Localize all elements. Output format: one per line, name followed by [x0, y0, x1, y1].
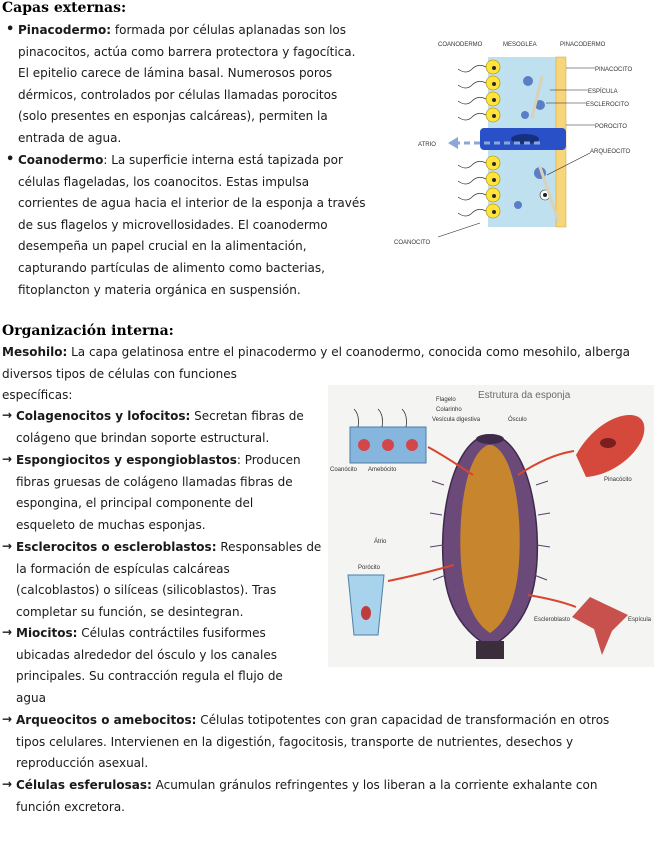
- text-line: la formación de espículas calcáreas: [16, 561, 230, 576]
- text-line: pinacocitos, actúa como barrera protectora y fagocítica.: [18, 44, 356, 59]
- label-colarinho: Colarinho: [436, 407, 462, 413]
- text-line: agua: [16, 690, 46, 705]
- label-coanodermo: COANODERMO: [438, 42, 483, 48]
- label-escleroblasto: Escleroblasto: [534, 617, 571, 623]
- text-line: El epitelio carece de lámina basal. Numerosos poros: [18, 66, 333, 81]
- text-line: esqueleto de muchas esponjas.: [16, 517, 206, 532]
- bullet-icon: •: [6, 152, 15, 167]
- label-flagelo: Flagelo: [436, 397, 456, 403]
- text-line: corrientes de agua hacia el interior de la esponja a través: [18, 196, 366, 211]
- espongiocitos-paragraph: [16, 450, 326, 536]
- text-line: Acumulan gránulos refringentes y los liberan a la corriente exhalante con: [151, 778, 598, 792]
- text-line: dérmicos, controlados por células llamadas porocitos: [18, 87, 338, 102]
- text-line: entrada de agua.: [18, 130, 122, 145]
- section-title-organizacion-interna: Organización interna:: [2, 323, 174, 339]
- label-coanocito: COANOCITO: [394, 240, 431, 246]
- osculum: [476, 434, 504, 444]
- arqueocitos-term: Arqueocitos o amebocitos:: [16, 713, 197, 727]
- label-pinacocito: Pinacócito: [604, 477, 632, 483]
- label-amebocito: Amebócito: [368, 467, 397, 473]
- label-porocito: Porócito: [358, 565, 381, 571]
- esferulosas-term: Células esferulosas:: [16, 778, 152, 792]
- label-osculo: Ósculo: [508, 417, 527, 423]
- label-espicula: Espícula: [628, 617, 652, 623]
- text-line: función excretora.: [16, 799, 125, 814]
- text-line: específicas:: [2, 388, 73, 403]
- arrow-icon: →: [2, 777, 13, 791]
- text-line: desempeña un papel crucial en la alimentación,: [18, 239, 307, 254]
- text-line: de sus flagelos y microvellosidades. El coanodermo: [18, 217, 328, 232]
- text-line: colágeno que brindan soporte estructural.: [16, 430, 270, 445]
- text-line: completar su función, se desintegran.: [16, 604, 244, 619]
- text-line: Responsables de: [216, 540, 322, 554]
- text-line: La capa gelatinosa entre el pinacodermo y el coanodermo, conocida como mesohilo, alberga: [67, 345, 631, 359]
- arrow-icon: →: [2, 539, 13, 553]
- label-coanocito: Coanócito: [330, 467, 358, 473]
- text-line: : La superficie interna está tapizada por: [103, 153, 343, 167]
- pinacodermo-paragraph: [18, 20, 388, 150]
- text-line: ubicadas alrededor del ósculo y los canales: [16, 647, 277, 662]
- arrow-icon: →: [2, 625, 13, 639]
- text-line: fitoplancton y materia orgánica en suspensión.: [18, 282, 301, 297]
- text-line: Células contráctiles fusiformes: [77, 626, 266, 640]
- text-line: Células totipotentes con gran capacidad de transformación en otros: [196, 713, 610, 727]
- esclerocitos-term: Esclerocitos o escleroblastos:: [16, 540, 217, 554]
- esferulosas-paragraph: [16, 775, 652, 818]
- miocitos-paragraph: [16, 623, 326, 709]
- label-esclerocito: ESCLEROCITO: [586, 102, 629, 108]
- text-line: (solo presentes en esponjas calcáreas), permiten la: [18, 109, 328, 124]
- arrow-icon: →: [2, 452, 13, 466]
- label-porocito: POROCITO: [595, 124, 627, 130]
- text-line: células flageladas, los coanocitos. Estas impulsa: [18, 174, 310, 189]
- sponge-wall-diagram: [390, 35, 652, 260]
- arrow-icon: →: [2, 712, 13, 726]
- esclerocitos-paragraph: [16, 537, 326, 623]
- colagenocitos-term: Colagenocitos y lofocitos:: [16, 409, 191, 423]
- colagenocitos-paragraph: [16, 406, 326, 449]
- text-line: capturando partículas de alimento como bacterias,: [18, 260, 325, 275]
- section-title-capas-externas: Capas externas:: [2, 0, 127, 16]
- porocyte-cell: [348, 575, 384, 635]
- text-line: reproducción asexual.: [16, 756, 149, 771]
- sponge-base: [476, 641, 504, 659]
- text-line: (calcoblastos) o silíceas (silicoblastos). Tras: [16, 583, 277, 598]
- label-atrio: Átrio: [374, 539, 387, 545]
- pinacodermo-term: Pinacodermo:: [18, 23, 112, 37]
- bullet-icon: •: [6, 22, 15, 37]
- illustration-title: Estrutura da esponja: [478, 390, 571, 401]
- text-line: Secretan fibras de: [190, 409, 304, 423]
- label-pinacocito: PINACOCITO: [595, 67, 633, 73]
- text-line: formada por células aplanadas son los: [111, 23, 347, 37]
- miocitos-term: Miocitos:: [16, 626, 78, 640]
- text-line: : Producen: [236, 453, 301, 467]
- sponge-structure-illustration: [328, 385, 654, 667]
- label-vesicula-digestiva: Vesícula digestiva: [432, 417, 481, 423]
- text-line: fibras gruesas de colágeno llamadas fibras de: [16, 474, 293, 489]
- coanodermo-term: Coanodermo: [18, 153, 104, 167]
- label-mesoglea: MESOGLEA: [503, 42, 537, 48]
- coanodermo-paragraph: [18, 150, 388, 301]
- text-line: principales. Su contracción regula el flujo de: [16, 669, 283, 684]
- label-arqueocito: ARQUEOCITO: [590, 149, 631, 155]
- text-line: espongina, el principal componente del: [16, 496, 254, 511]
- label-atrio: ATRIO: [418, 142, 436, 148]
- label-espicula: ESPÍCULA: [588, 89, 618, 95]
- arqueocitos-paragraph: [16, 710, 652, 775]
- espongiocitos-term: Espongiocitos y espongioblastos: [16, 453, 237, 467]
- label-pinacodermo: PINACODERMO: [560, 42, 606, 48]
- arrow-icon: →: [2, 408, 13, 422]
- mesohilo-term: Mesohilo:: [2, 345, 68, 359]
- text-line: tipos celulares. Intervienen en la digestión, fagocitosis, transporte de nutrientes, desechos y: [16, 734, 574, 749]
- text-line: diversos tipos de células con funciones: [2, 366, 237, 381]
